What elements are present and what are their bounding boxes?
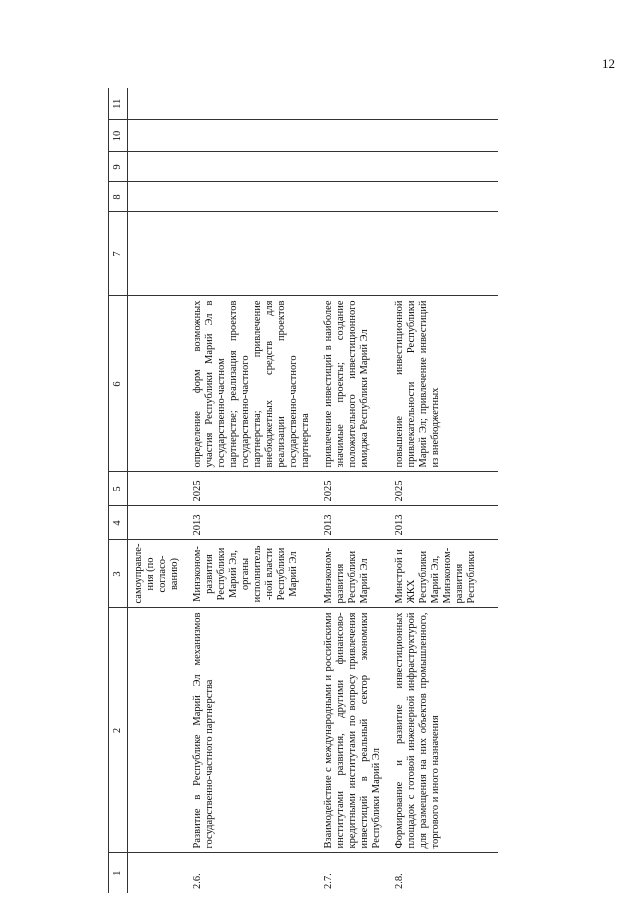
table-row	[318, 88, 389, 893]
executor-text: Минстрой и ЖКХ Республики Марий Эл, Минэконом-развития Республики	[394, 547, 477, 604]
header-cell: 7	[109, 212, 128, 296]
page-number: 12	[602, 56, 615, 71]
rotated-table-page	[108, 88, 564, 893]
header-cell: 4	[109, 506, 128, 540]
start-year: 2013	[389, 506, 498, 540]
expected-result: определение форм возможных участия Республики Марий Эл в государственно-частном партнерстве; реализация проектов государственно-частного партнерства; привлечение внебюджетных средств для реализации проектов государственно-частного партнерства	[187, 296, 318, 472]
table-row	[389, 88, 498, 893]
header-row	[109, 88, 128, 893]
row-number: 2.7.	[323, 873, 334, 889]
continuation-row	[128, 88, 188, 893]
measure-name: Развитие в Республике Марий Эл механизмов государственно-частного партнерства	[187, 608, 318, 853]
result-text: повышение инвестиционной привлекательности Республики Марий Эл; привлечение инвестиций из внебюджетных	[394, 300, 441, 468]
end-year: 2025	[187, 472, 318, 506]
header-cell: 11	[109, 88, 128, 120]
header-cell: 9	[109, 152, 128, 182]
header-cell: 10	[109, 120, 128, 152]
header-cell: 3	[109, 540, 128, 608]
header-cell: 2	[109, 608, 128, 853]
header-cell: 6	[109, 296, 128, 472]
expected-result: привлечение инвестиций в наиболее значимые проекты; создание положительного инвестиционного имиджа Республики Марий Эл	[318, 296, 389, 472]
start-year: 2013	[187, 506, 318, 540]
header-cell: 5	[109, 472, 128, 506]
measure-name: Формирование и развитие инвестиционных площадок с готовой инженерной инфраструктурой для размещения на них объектов промышленного, торгового и иного назначения	[389, 608, 498, 853]
header-cell: 1	[109, 853, 128, 893]
end-year: 2025	[318, 472, 389, 506]
start-year: 2013	[318, 506, 389, 540]
executor: Минэконом-развития Республики Марий Эл	[318, 540, 389, 608]
executor	[389, 540, 498, 608]
end-year: 2025	[389, 472, 498, 506]
measure-name: Взаимодействие с международными и российскими институтами развития, другими финансово-кредитными институтами по вопросу привлечения инвестиций в реальный сектор экономики Республики Марий Эл	[318, 608, 389, 853]
table-row	[187, 88, 318, 893]
executor: Минэконом-развития Республики Марий Эл, органы исполнитель-ной власти Республики Марий Эл	[187, 540, 318, 608]
header-cell: 8	[109, 182, 128, 212]
row-number: 2.8.	[394, 873, 405, 889]
row-number: 2.6.	[192, 873, 203, 889]
measures-table	[108, 88, 498, 893]
expected-result	[389, 296, 498, 472]
executor-continuation: самоуправле-ния (по согласо-ванию)	[128, 540, 188, 608]
